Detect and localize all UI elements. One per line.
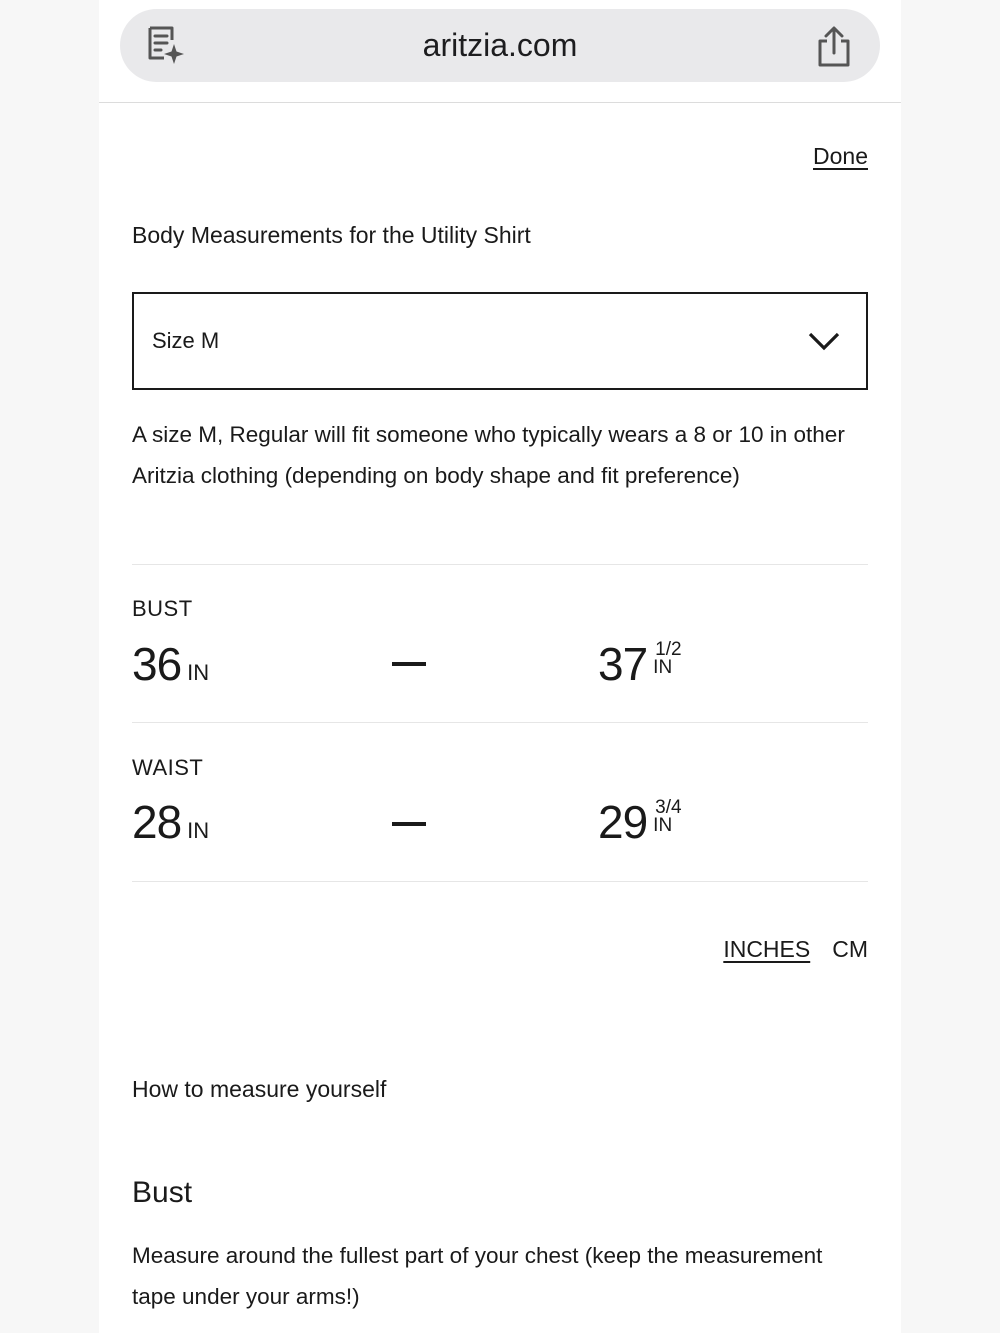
bust-min-unit: IN: [187, 660, 210, 685]
range-dash: [392, 822, 426, 826]
chevron-down-icon: [808, 330, 840, 352]
bust-max-fraction-text: 1/2: [655, 639, 682, 660]
bust-min-number: 36: [132, 638, 182, 690]
size-description: A size M, Regular will fit someone who typically wears a 8 or 10 in other Aritzia clothing (depending on body shape and fit preference): [132, 422, 845, 488]
size-dropdown[interactable]: [132, 292, 868, 390]
how-to-measure-heading: How to measure yourself: [132, 1076, 387, 1102]
divider: [132, 881, 868, 882]
page: [99, 0, 901, 1333]
bust-min-value: [132, 637, 209, 691]
page-title: Body Measurements for the Utility Shirt: [132, 222, 531, 248]
range-dash: [392, 662, 426, 666]
waist-max-value: [598, 795, 693, 849]
units-inches-button[interactable]: INCHES: [723, 936, 811, 962]
toolbar-divider: [99, 102, 901, 103]
measurement-label-waist: WAIST: [132, 755, 204, 780]
done-button[interactable]: Done: [813, 143, 868, 169]
measurement-label-bust: BUST: [132, 596, 193, 621]
divider: [132, 564, 868, 565]
address-bar[interactable]: [120, 9, 880, 82]
divider: [132, 722, 868, 723]
waist-max-fraction: [653, 795, 693, 841]
bust-max-value: [598, 637, 693, 691]
units-cm-button[interactable]: CM: [832, 936, 868, 962]
waist-max-number: 29: [598, 796, 648, 848]
bust-heading: Bust: [132, 1176, 193, 1209]
units-toggle: [723, 936, 868, 963]
bust-instructions: Measure around the fullest part of your chest (keep the measurement tape under your arms!): [132, 1243, 823, 1309]
size-dropdown-value: Size M: [152, 328, 220, 353]
bust-max-unit: IN: [653, 657, 673, 678]
share-icon[interactable]: [814, 25, 854, 69]
waist-min-unit: IN: [187, 818, 210, 843]
bust-max-number: 37: [598, 638, 648, 690]
waist-min-number: 28: [132, 796, 182, 848]
bust-max-fraction: [653, 637, 693, 683]
waist-max-unit: IN: [653, 815, 673, 836]
waist-min-value: [132, 795, 209, 849]
waist-max-fraction-text: 3/4: [655, 797, 682, 818]
url-domain[interactable]: aritzia.com: [422, 27, 578, 63]
